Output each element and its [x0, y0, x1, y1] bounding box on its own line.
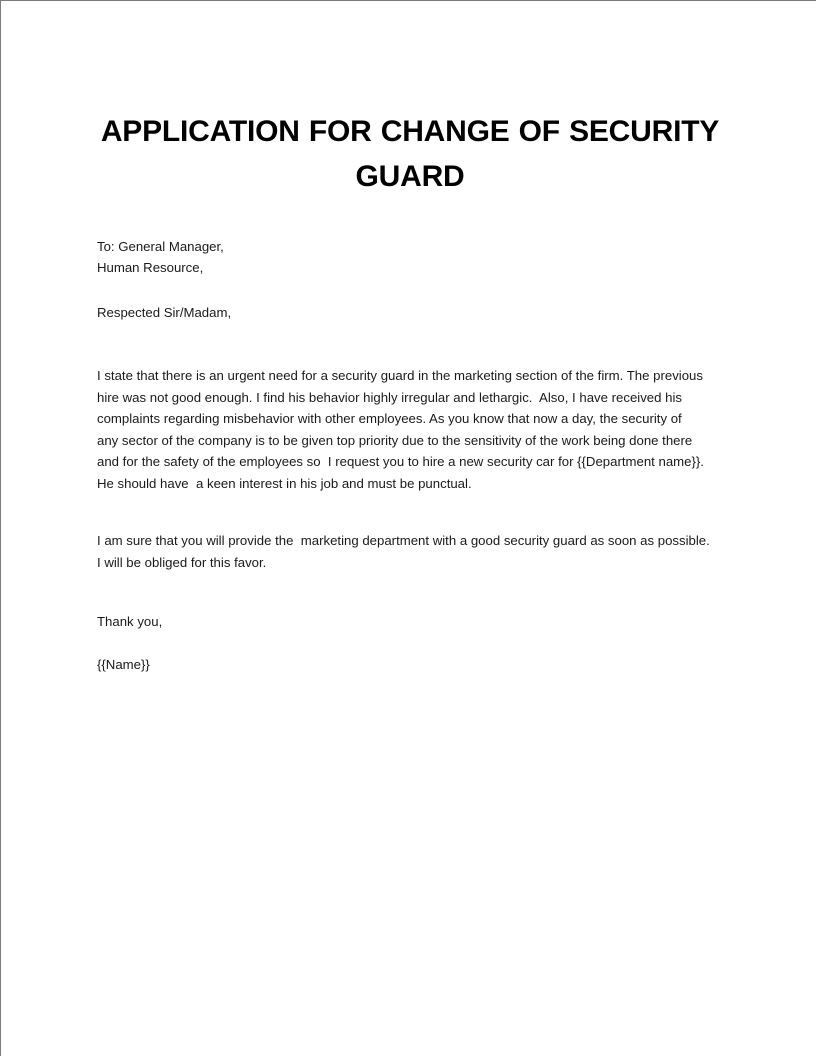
signature-placeholder: {{Name}} — [97, 657, 150, 672]
closing-paragraph — [97, 530, 723, 573]
body-paragraph-line-4: any sector of the company is to be given top priority due to the sensitivity of the work being done there — [97, 432, 693, 448]
closing-paragraph-line-1: I am sure that you will provide the marketing department with a good security guard as soon as possible. — [97, 533, 710, 548]
page-title-line-1: APPLICATION FOR CHANGE OF SECURITY — [100, 115, 720, 148]
document-content — [97, 1, 723, 675]
page-title-line-2: GUARD — [355, 160, 465, 193]
recipient-line-1: To: General Manager, — [97, 239, 224, 254]
body-paragraph-line-1: I state that there is an urgent need for a security guard in the marketing section of the firm. The previous — [97, 368, 703, 383]
thanks-line: Thank you, — [97, 614, 163, 629]
closing-paragraph-line-2: I will be obliged for this favor. — [97, 554, 267, 570]
recipient-line-2: Human Resource, — [97, 260, 204, 275]
salutation: Respected Sir/Madam, — [97, 305, 232, 320]
recipient-block — [97, 236, 723, 278]
page-title — [97, 1, 723, 199]
body-paragraph-line-6: He should have a keen interest in his job and must be punctual. — [97, 475, 472, 491]
body-paragraph-line-3: complaints regarding misbehavior with other employees. As you know that now a day, the security of — [97, 411, 682, 426]
body-paragraph-line-2: hire was not good enough. I find his behavior highly irregular and lethargic. Also, I have received his — [97, 389, 682, 405]
body-paragraph — [97, 365, 723, 494]
body-paragraph-line-5: and for the safety of the employees so I request you to hire a new security car for {{Department name}}. — [97, 454, 704, 469]
